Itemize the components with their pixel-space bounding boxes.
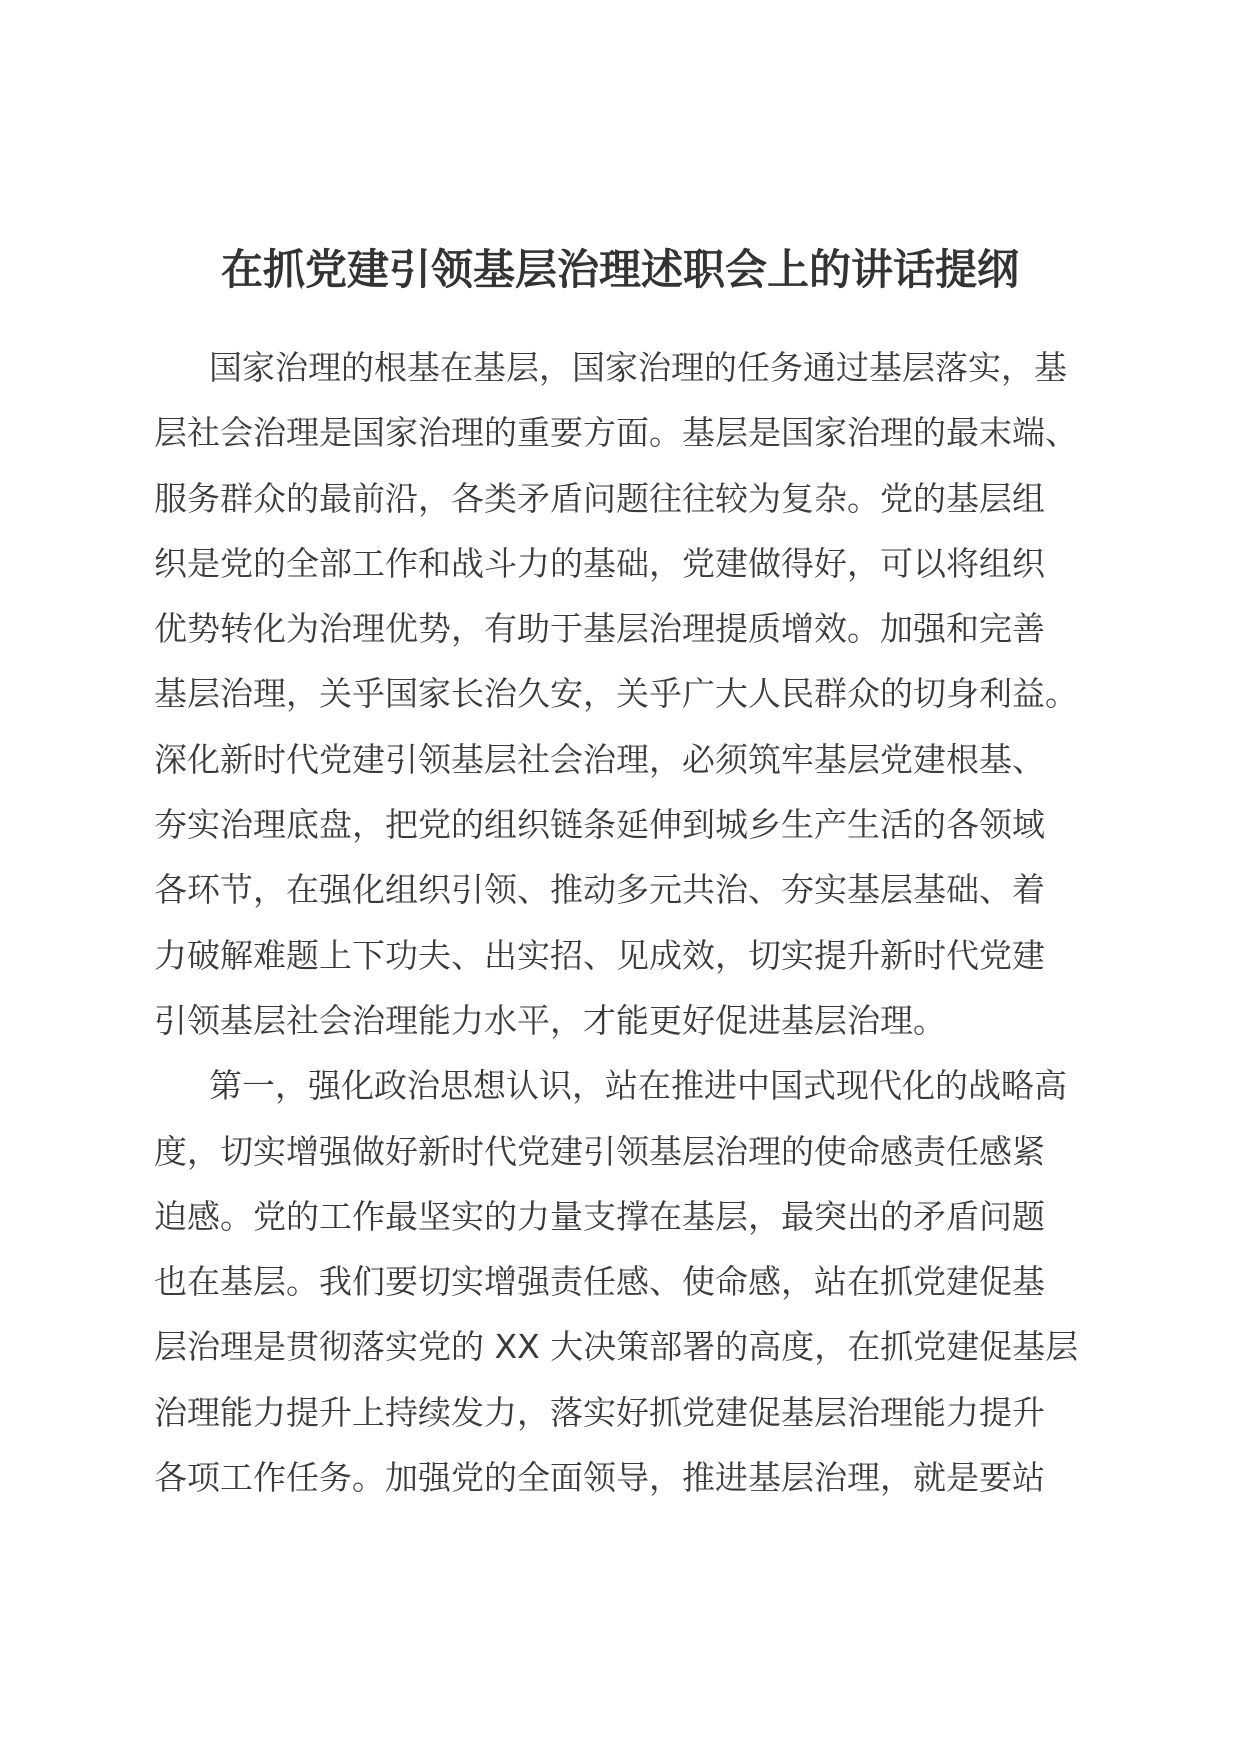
paragraph-1-line: 层社会治理是国家治理的重要方面。基层是国家治理的最末端、 [154,413,1078,453]
paragraph-1-line: 国家治理的根基在基层，国家治理的任务通过基层落实，基 [209,348,1067,387]
paragraph-1-line: 深化新时代党建引领基层社会治理，必须筑牢基层党建根基、 [154,739,1045,779]
paragraph-2-line: 第一，强化政治思想认识，站在推进中国式现代化的战略高 [209,1066,1067,1106]
paragraph-2-line: 迫感。党的工作最坚实的力量支撑在基层，最突出的矛盾问题 [154,1196,1045,1236]
paragraph-1-line: 力破解难题上下功夫、出实招、见成效，切实提升新时代党建 [154,935,1045,975]
paragraph-1-line: 优势转化为治理优势，有助于基层治理提质增效。加强和完善 [154,609,1045,649]
paragraph-2-line: 层治理是贯彻落实党的 XX 大决策部署的高度，在抓党建促基层 [154,1327,1079,1367]
paragraph-2-line: 治理能力提升上持续发力，落实好抓党建促基层治理能力提升 [154,1392,1045,1432]
paragraph-2-line: 度，切实增强做好新时代党建引领基层治理的使命感责任感紧 [154,1131,1045,1171]
paragraph-2-line: 各项工作任务。加强党的全面领导，推进基层治理，就是要站 [154,1458,1045,1498]
paragraph-1-line: 基层治理，关乎国家长治久安，关乎广大人民群众的切身利益。 [154,674,1078,714]
document-title: 在抓党建引领基层治理述职会上的讲话提纲 [220,245,1019,294]
paragraph-2-line: 也在基层。我们要切实增强责任感、使命感，站在抓党建促基 [154,1262,1045,1302]
paragraph-1-line: 服务群众的最前沿，各类矛盾问题往往较为复杂。党的基层组 [154,478,1045,518]
paragraph-1-line: 织是党的全部工作和战斗力的基础，党建做得好，可以将组织 [154,543,1045,583]
document-body [154,335,1086,1510]
paragraph-1-line: 引领基层社会治理能力水平，才能更好促进基层治理。 [154,1000,946,1040]
paragraph-1-line: 各环节，在强化组织引领、推动多元共治、夯实基层基础、着 [154,870,1045,910]
paragraph-1-line: 夯实治理底盘，把党的组织链条延伸到城乡生产生活的各领域 [154,805,1045,845]
